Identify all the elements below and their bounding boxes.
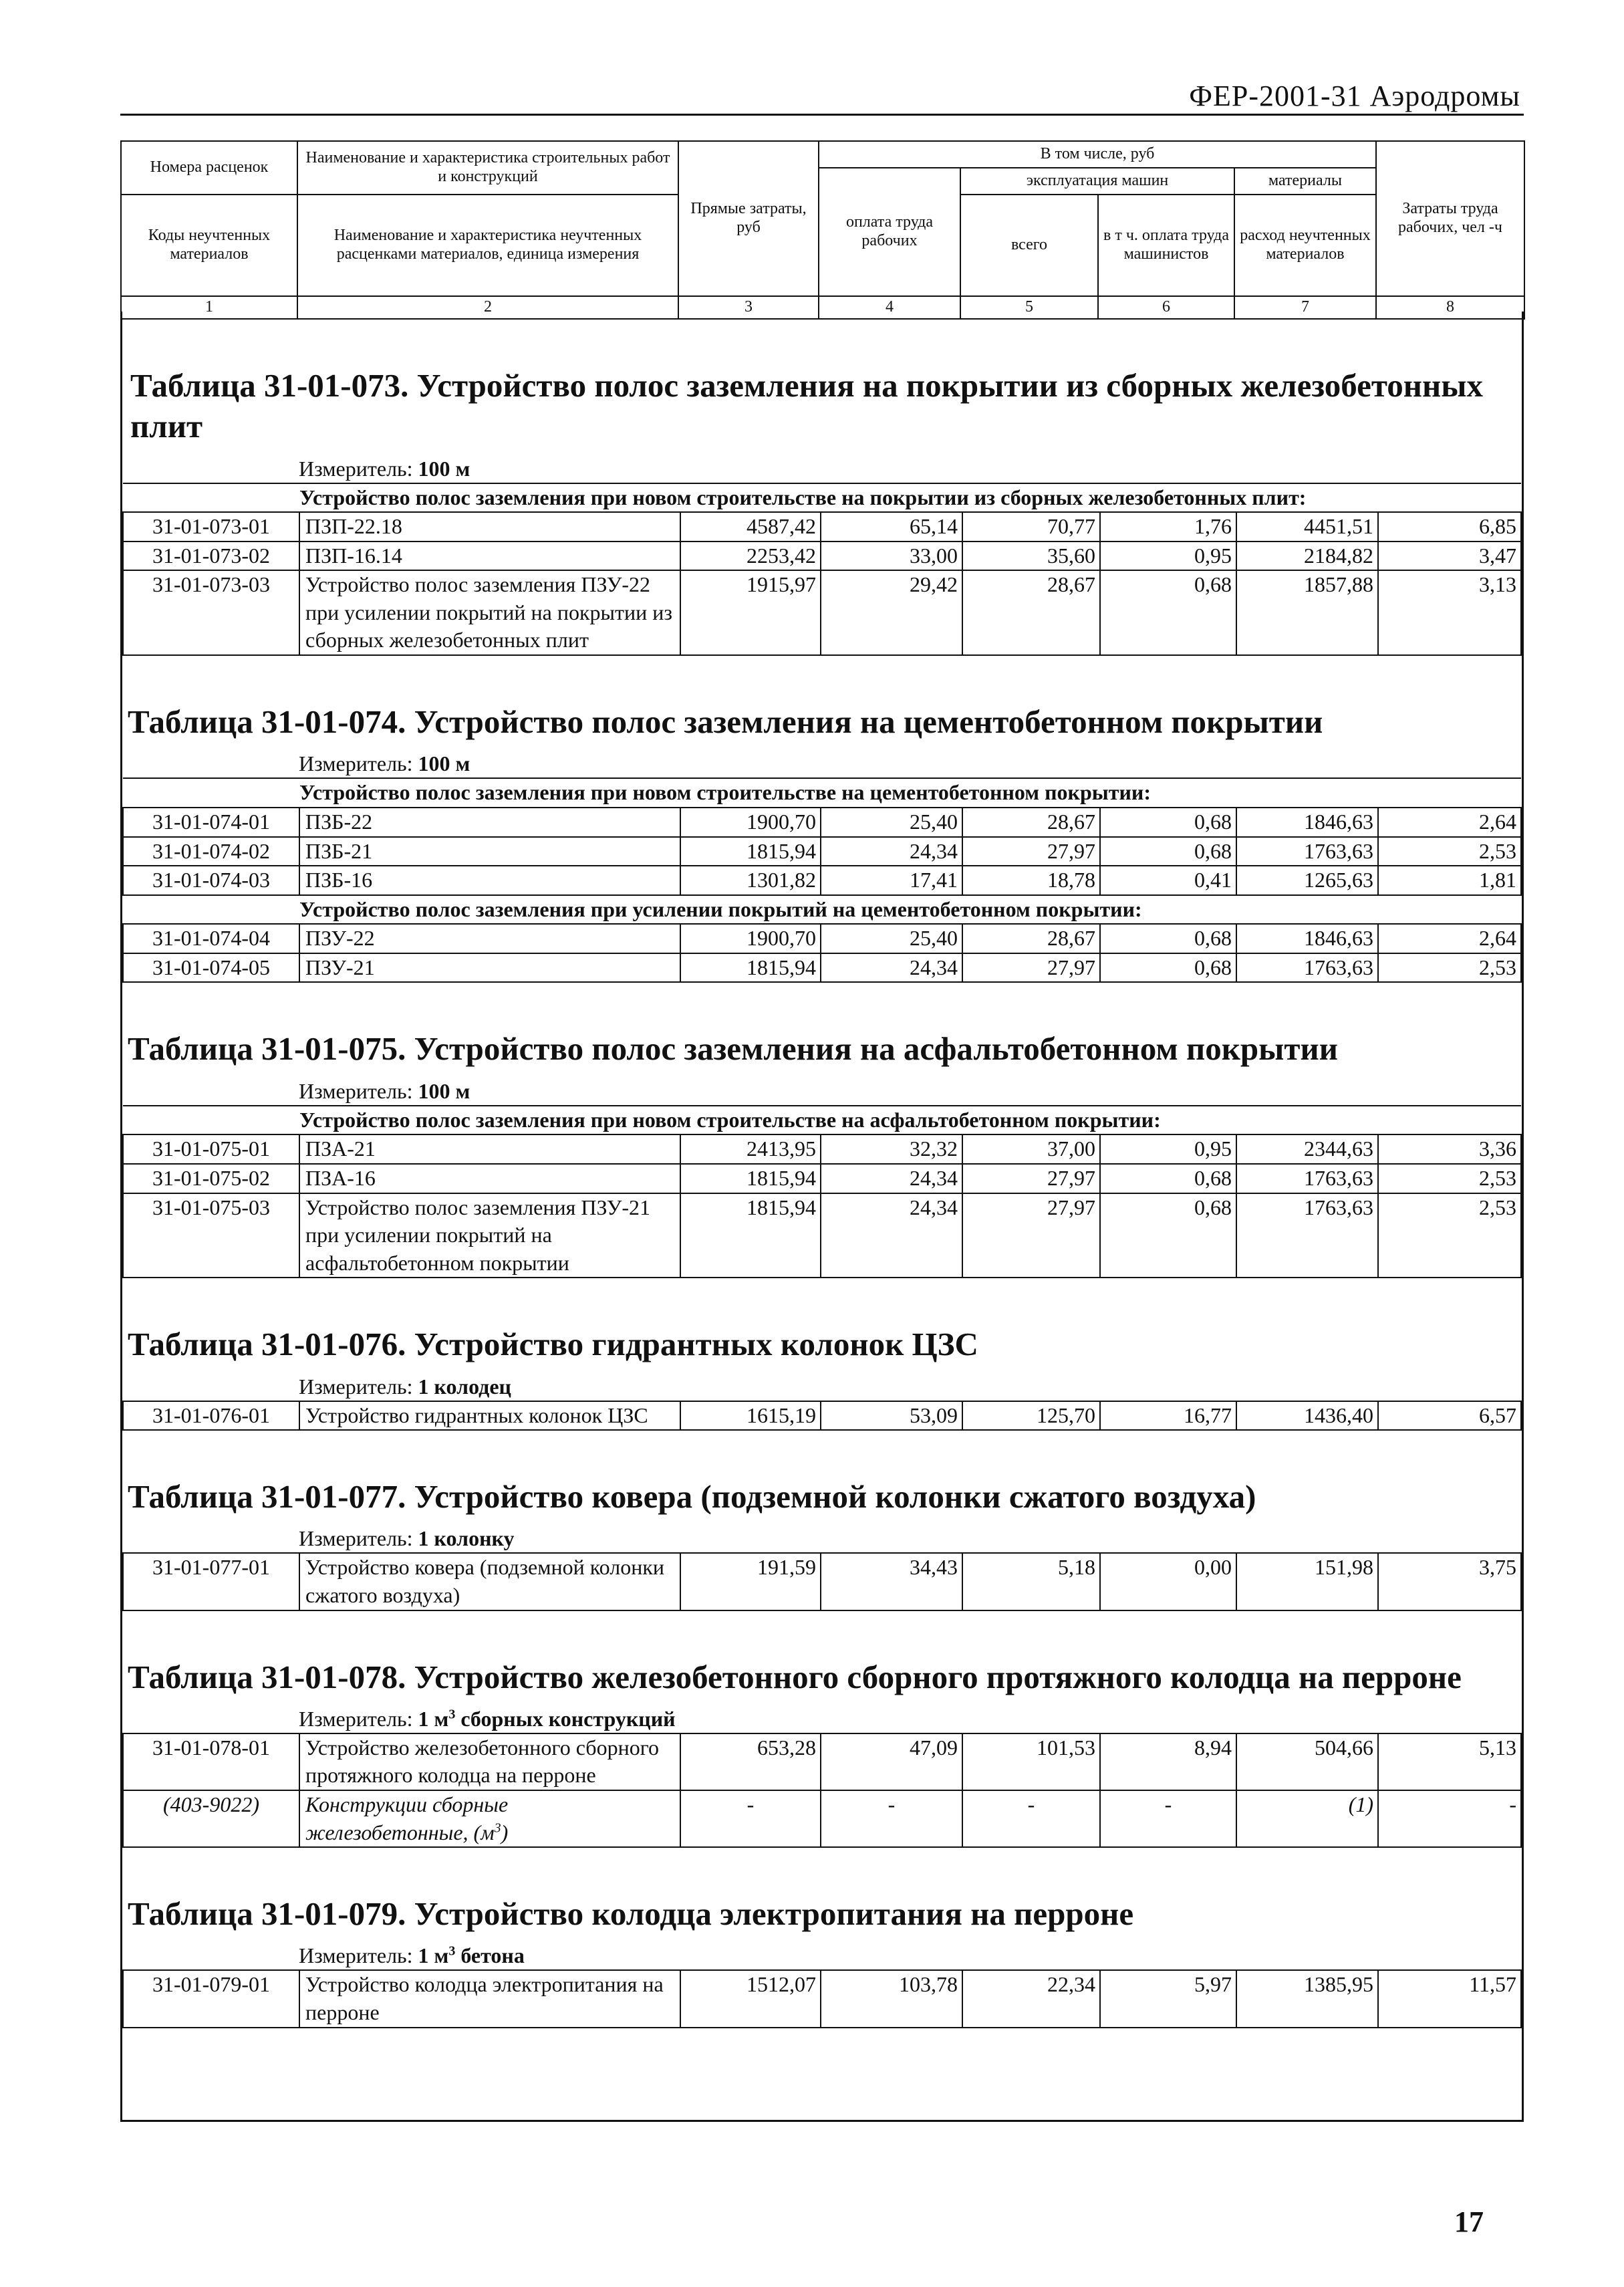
tables-body bbox=[120, 312, 1524, 2122]
subheading: Устройство полос заземления при новом строительстве на асфальтобетонном покрытии: bbox=[123, 1106, 1521, 1135]
measure-line: Измеритель: 100 м bbox=[299, 751, 470, 776]
rates-table bbox=[122, 483, 1522, 656]
col-number: 4 bbox=[819, 296, 960, 319]
table-section-075 bbox=[122, 983, 1522, 1278]
table-row: 31-01-073-01 ПЗП-22.18 4587,42 65,14 70,77 1,76 4451,51 6,85 bbox=[123, 512, 1521, 541]
section-title: Таблица 31-01-079. Устройство колодца электропитания на перроне bbox=[128, 1895, 1134, 1933]
section-title: Таблица 31-01-078. Устройство железобетонного сборного протяжного колодца на перроне bbox=[128, 1658, 1462, 1695]
table-row: 31-01-074-02 ПЗБ-21 1815,94 24,34 27,97 0,68 1763,63 2,53 bbox=[123, 837, 1521, 866]
table-row: 31-01-074-03 ПЗБ-16 1301,82 17,41 18,78 0,41 1265,63 1,81 bbox=[123, 866, 1521, 895]
table-row: (403-9022) Конструкции сборные железобетонные, $(м^3)$ - - - - (1) - bbox=[123, 1790, 1521, 1847]
header-labor-hours: Затраты труда рабочих, чел -ч bbox=[1376, 141, 1524, 296]
col-number: 6 bbox=[1098, 296, 1234, 319]
section-title: Таблица 31-01-073. Устройство полос заземления на покрытии из сборных железобетонных плит bbox=[130, 367, 1484, 445]
col-number: 7 bbox=[1234, 296, 1376, 319]
rates-table bbox=[122, 1969, 1522, 2028]
header-material-names: Наименование и характеристика неучтенных расценками материалов, единица измерения bbox=[297, 195, 678, 296]
header-machines-total: всего bbox=[960, 195, 1098, 296]
header-rate-numbers: Номера расценок bbox=[121, 141, 297, 195]
table-row: 31-01-075-01 ПЗА-21 2413,95 32,32 37,00 0,95 2344,63 3,36 bbox=[123, 1134, 1521, 1164]
section-title: Таблица 31-01-076. Устройство гидрантных колонок ЦЗС bbox=[128, 1326, 978, 1363]
measure-line: Измеритель: 1 колонку bbox=[299, 1526, 515, 1551]
table-section-079 bbox=[122, 1848, 1522, 2028]
subheading: Устройство полос заземления при усилении покрытий на цементобетонном покрытии: bbox=[123, 895, 1521, 925]
section-title: Таблица 31-01-077. Устройство ковера (подземной колонки сжатого воздуха) bbox=[128, 1478, 1256, 1516]
table-row: 31-01-073-03 Устройство полос заземления ПЗУ-22 при усилении покрытий на покрытии из сборных железобетонных плит 1915,97 29,42 28,67 0,68 1857,88 3,13 bbox=[123, 570, 1521, 655]
header-operator-pay: в т ч. оплата труда машинистов bbox=[1098, 195, 1234, 296]
table-section-073 bbox=[122, 312, 1522, 656]
rates-table bbox=[122, 1552, 1522, 1610]
section-title: Таблица 31-01-074. Устройство полос заземления на цементобетонном покрытии bbox=[128, 703, 1323, 741]
header-materials: материалы bbox=[1234, 168, 1376, 195]
page-number: 17 bbox=[1454, 2205, 1484, 2238]
col-number: 3 bbox=[678, 296, 819, 319]
table-section-077 bbox=[122, 1431, 1522, 1610]
rates-table bbox=[122, 777, 1522, 983]
table-row: 31-01-075-03 Устройство полос заземления ПЗУ-21 при усилении покрытий на асфальтобетонном покрытии 1815,94 24,34 27,97 0,68 1763,63 2,53 bbox=[123, 1193, 1521, 1278]
measure-line: Измеритель: 1 колодец bbox=[299, 1374, 511, 1399]
section-title: Таблица 31-01-075. Устройство полос заземления на асфальтобетонном покрытии bbox=[128, 1030, 1338, 1068]
table-row: 31-01-074-01 ПЗБ-22 1900,70 25,40 28,67 0,68 1846,63 2,64 bbox=[123, 808, 1521, 837]
measure-line: Измеритель: 1 $м^3$ бетона bbox=[299, 1943, 525, 1968]
measure-line: Измеритель: 100 м bbox=[299, 456, 470, 481]
header-including: В том числе, руб bbox=[819, 141, 1376, 168]
subheading: Устройство полос заземления при новом строительстве на цементобетонном покрытии: bbox=[123, 778, 1521, 808]
subheading: Устройство полос заземления при новом строительстве на покрытии из сборных железобетонных плит: bbox=[123, 483, 1521, 513]
table-row: 31-01-077-01 Устройство ковера (подземной колонки сжатого воздуха) 191,59 34,43 5,18 0,00 151,98 3,75 bbox=[123, 1553, 1521, 1610]
document-title: ФЕР-2001-31 Аэродромы bbox=[1189, 80, 1520, 112]
header-material-codes: Коды неучтенных материалов bbox=[121, 195, 297, 296]
header-machines: эксплуатация машин bbox=[960, 168, 1234, 195]
col-number: 8 bbox=[1376, 296, 1524, 319]
table-row: 31-01-076-01 Устройство гидрантных колонок ЦЗС 1615,19 53,09 125,70 16,77 1436,40 6,57 bbox=[123, 1401, 1521, 1431]
col-number: 2 bbox=[297, 296, 678, 319]
measure-line: Измеритель: 100 м bbox=[299, 1078, 470, 1103]
table-section-074 bbox=[122, 656, 1522, 983]
table-row: 31-01-073-02 ПЗП-16.14 2253,42 33,00 35,60 0,95 2184,82 3,47 bbox=[123, 541, 1521, 571]
measure-line: Измеритель: 1 $м^3$ сборных конструкций bbox=[299, 1706, 676, 1731]
col-number: 5 bbox=[960, 296, 1098, 319]
table-section-076 bbox=[122, 1278, 1522, 1431]
table-row: 31-01-074-05 ПЗУ-21 1815,94 24,34 27,97 0,68 1763,63 2,53 bbox=[123, 953, 1521, 983]
header-material-use: расход неучтенных материалов bbox=[1234, 195, 1376, 296]
rates-table bbox=[122, 1105, 1522, 1279]
header-worker-pay: оплата труда рабочих bbox=[819, 168, 960, 296]
header-work-name: Наименование и характеристика строительных работ и конструкций bbox=[297, 141, 678, 195]
table-row: 31-01-078-01 Устройство железобетонного сборного протяжного колодца на перроне 653,28 47,09 101,53 8,94 504,66 5,13 bbox=[123, 1733, 1521, 1790]
rates-table bbox=[122, 1733, 1522, 1848]
title-rule bbox=[120, 114, 1524, 116]
header-direct-costs: Прямые затраты, руб bbox=[678, 141, 819, 296]
table-row: 31-01-074-04 ПЗУ-22 1900,70 25,40 28,67 0,68 1846,63 2,64 bbox=[123, 924, 1521, 953]
col-number: 1 bbox=[121, 296, 297, 319]
column-header-table bbox=[120, 140, 1525, 320]
table-section-078 bbox=[122, 1611, 1522, 1848]
table-row: 31-01-079-01 Устройство колодца электропитания на перроне 1512,07 103,78 22,34 5,97 1385,95 11,57 bbox=[123, 1970, 1521, 2027]
table-row: 31-01-075-02 ПЗА-16 1815,94 24,34 27,97 0,68 1763,63 2,53 bbox=[123, 1164, 1521, 1193]
rates-table bbox=[122, 1401, 1522, 1431]
